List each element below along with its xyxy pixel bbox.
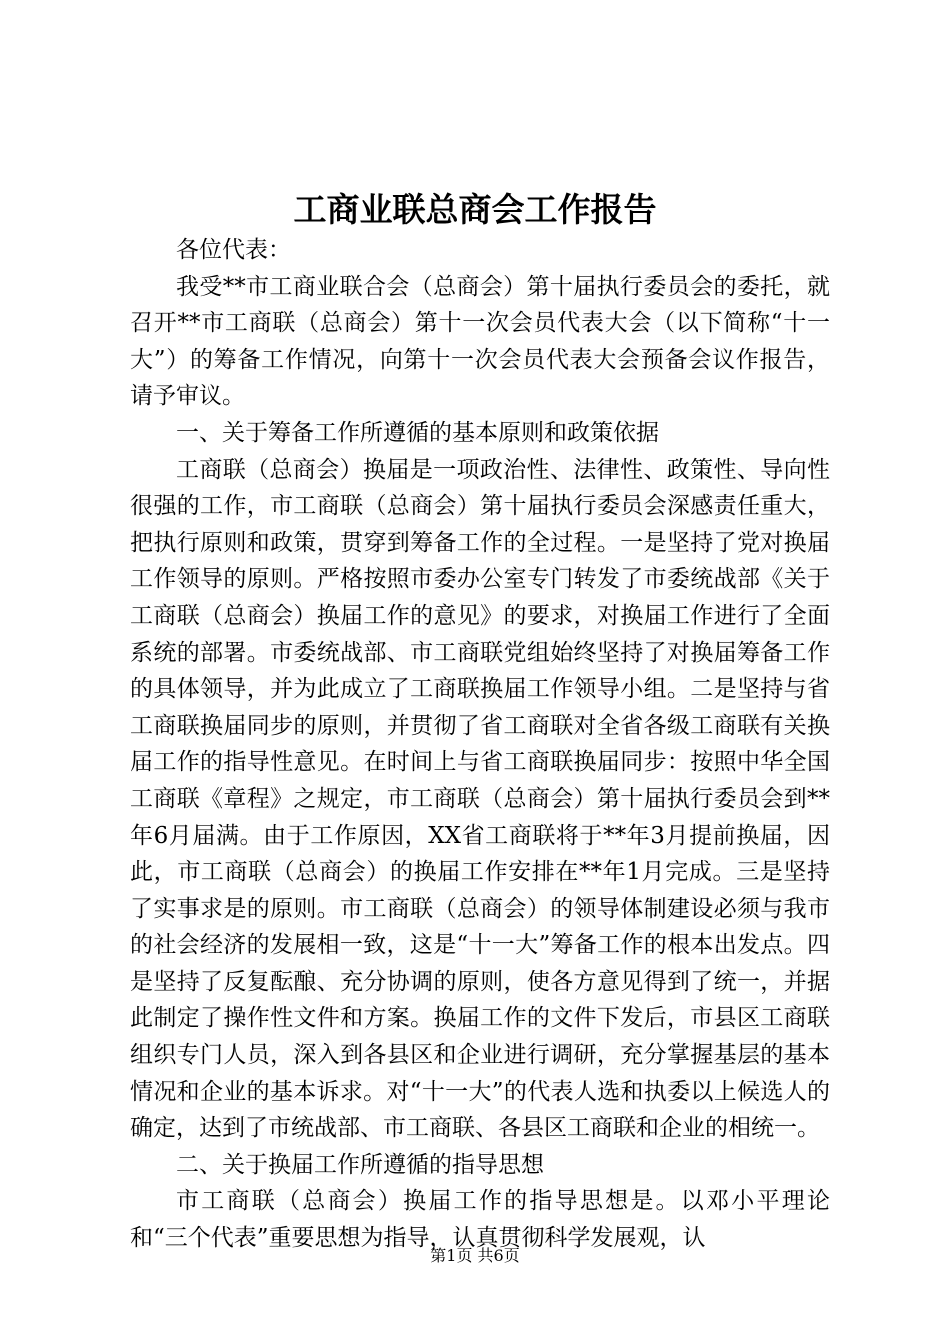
paragraph-principles: 工商联（总商会）换届是一项政治性、法律性、政策性、导向性很强的工作，市工商联（总商会）第十届执行委员会深感责任重大，把执行原则和政策，贯穿到筹备工作的全过程。一是坚持了党对换届工作领导的原则。严格按照市委办公室专门转发了市委统战部《关于工商联（总商会）换届工作的意见》的要求，对换届工作进行了全面系统的部署。市委统战部、市工商联党组始终坚持了对换届筹备工作的具体领导，并为此成立了工商联换届工作领导小组。二是坚持与省工商联换届同步的原则，并贯彻了省工商联对全省各级工商联有关换届工作的指导性意见。在时间上与省工商联换届同步：按照中华全国工商联《章程》之规定，市工商联（总商会）第十届执行委员会到**年6月届满。由于工作原因，XX省工商联将于**年3月提前换届，因此，市工商联（总商会）的换届工作安排在**年1月完成。三是坚持了实事求是的原则。市工商联（总商会）的领导体制建设必须与我市的社会经济的发展相一致，这是“十一大”筹备工作的根本出发点。四是坚持了反复酝酿、充分协调的原则，使各方意见得到了统一，并据此制定了操作性文件和方案。换届工作的文件下发后，市县区工商联组织专门人员，深入到各县区和企业进行调研，充分掌握基层的基本情况和企业的基本诉求。对“十一大”的代表人选和执委以上候选人的确定，达到了市统战部、市工商联、各县区工商联和企业的相统一。 [130,456,830,1142]
salutation: 各位代表： [176,237,291,263]
document-title: 工商业联总商会工作报告 [293,190,657,229]
document-body [130,232,830,1257]
section-heading-1: 一、关于筹备工作所遵循的基本原则和政策依据 [176,419,659,446]
paragraph-intro: 我受**市工商业联合会（总商会）第十届执行委员会的委托，就召开**市工商联（总商会）第十一次会员代表大会（以下简称“十一大”）的筹备工作情况，向第十一次会员代表大会预备会议作报告，请予审议。 [130,273,830,410]
paragraph-guiding-thought: 市工商联（总商会）换届工作的指导思想是。以邓小平理论和“三个代表”重要思想为指导，认真贯彻科学发展观，认 [130,1188,830,1252]
section-heading-2: 二、关于换届工作所遵循的指导思想 [176,1151,544,1178]
page-footer: 第1页 共6页 [430,1246,520,1265]
